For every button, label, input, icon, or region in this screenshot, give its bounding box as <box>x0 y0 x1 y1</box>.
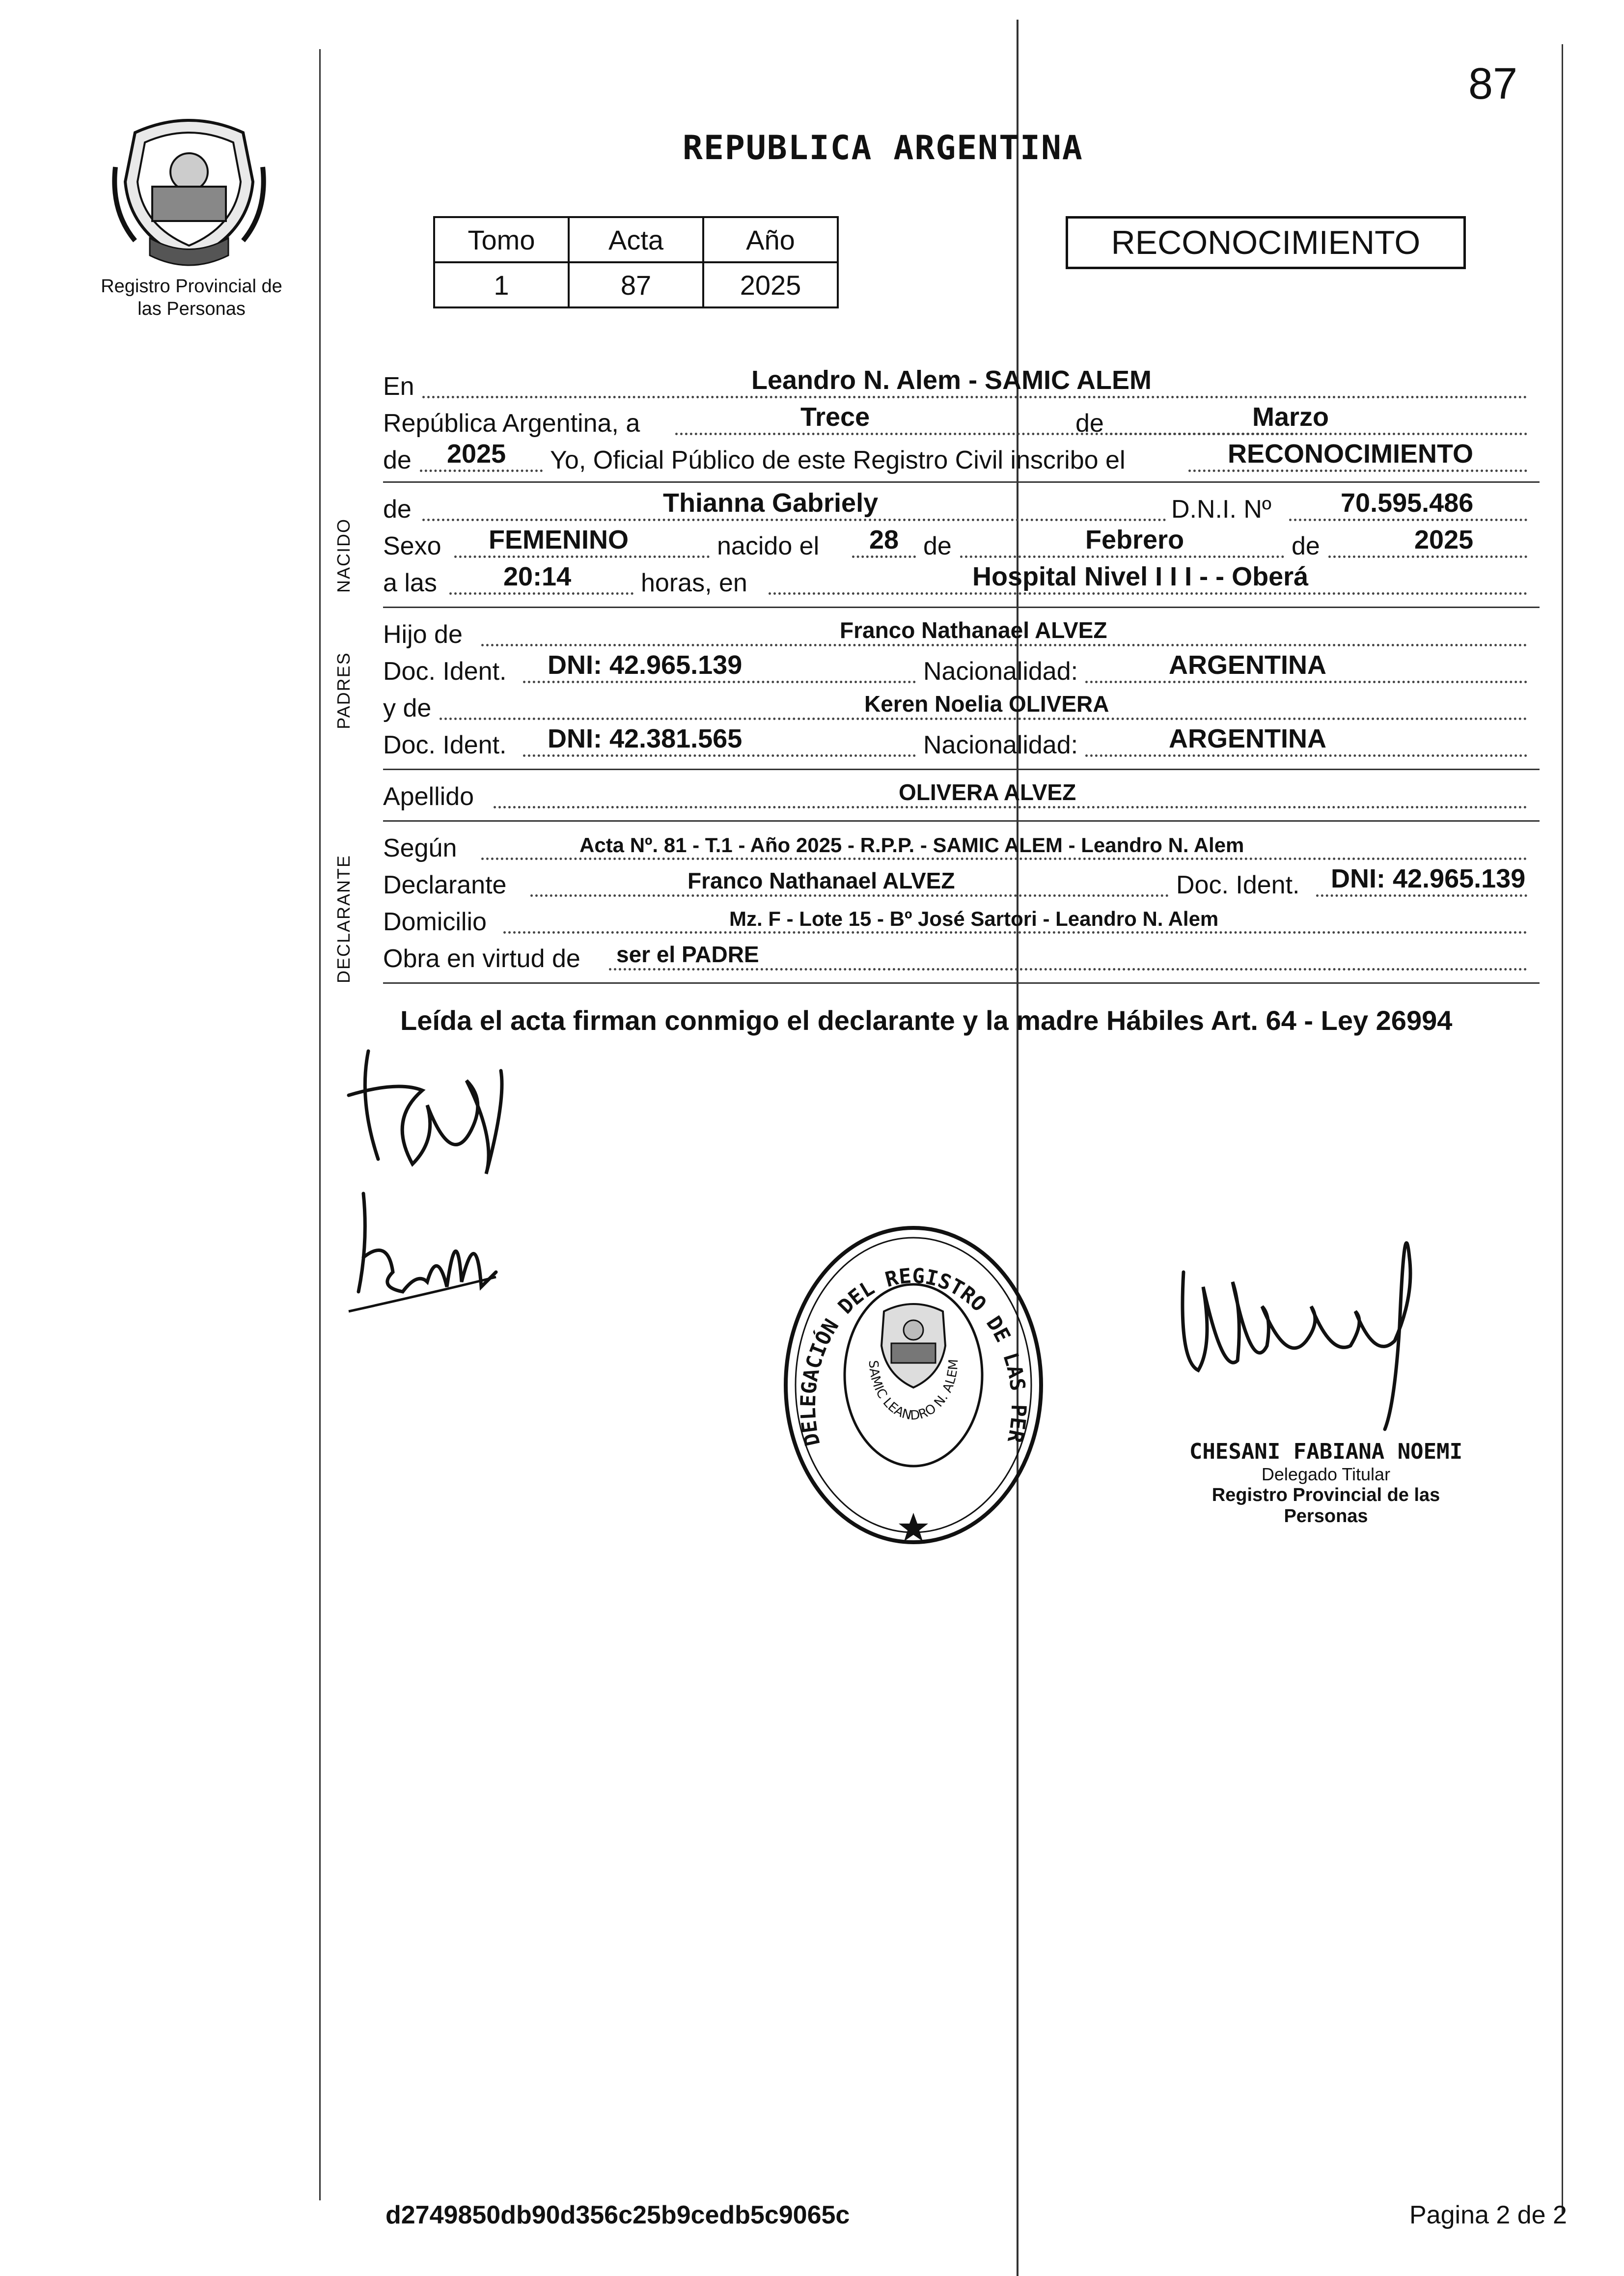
official-stamp <box>776 1218 1051 1564</box>
row-hora <box>383 562 1532 602</box>
doc3-value: DNI: 42.965.139 <box>1331 864 1526 893</box>
nac1-label: Nacionalidad: <box>923 657 1078 686</box>
declarante-label: Declarante <box>383 871 507 899</box>
acto-value: RECONOCIMIENTO <box>1228 439 1474 469</box>
yde-label: y de <box>383 694 432 722</box>
doc1-label: Doc. Ident. <box>383 657 507 686</box>
hijo-label: Hijo de <box>383 620 463 649</box>
row-obra <box>383 943 1532 977</box>
republica-label: República Argentina, a <box>383 409 640 438</box>
nac-de-label: de <box>923 532 952 560</box>
nombre-label: de <box>383 495 412 524</box>
doc3-label: Doc. Ident. <box>1176 871 1300 899</box>
en-value: Leandro N. Alem - SAMIC ALEM <box>751 365 1152 395</box>
stamp-inner-text: SAMIC LEANDRO N. ALEM <box>865 1359 962 1423</box>
domicilio-label: Domicilio <box>383 908 487 936</box>
row-anio <box>383 439 1532 479</box>
provincial-seal-logo <box>106 113 273 270</box>
nac-dia-value: 28 <box>869 525 899 555</box>
doc2-value: DNI: 42.381.565 <box>548 724 743 753</box>
dni-value: 70.595.486 <box>1341 488 1474 518</box>
nac-mes-value: Febrero <box>1085 525 1184 555</box>
madre-value: Keren Noelia OLIVERA <box>864 691 1109 717</box>
nac2-value: ARGENTINA <box>1169 724 1326 753</box>
row-doc-madre <box>383 724 1532 764</box>
row-declarante <box>383 864 1532 904</box>
signature-madre <box>339 1174 525 1324</box>
center-fold-line <box>1017 20 1018 2276</box>
header-tomo: Tomo <box>434 217 569 262</box>
row-nombre <box>383 488 1532 528</box>
header-anio: Año <box>703 217 838 262</box>
left-margin-line <box>319 49 321 2200</box>
section-nacido-label: NACIDO <box>333 518 354 593</box>
document-hash: d2749850db90d356c25b9cedb5c9065c <box>385 2201 850 2229</box>
nac2-label: Nacionalidad: <box>923 731 1078 759</box>
page-number: 87 <box>1468 59 1518 109</box>
signature-declarante <box>339 1041 525 1191</box>
horas-label: horas, en <box>641 569 747 597</box>
sexo-label: Sexo <box>383 532 441 560</box>
padre-value: Franco Nathanael ALVEZ <box>840 617 1107 643</box>
document-title: REPUBLICA ARGENTINA <box>683 129 1083 167</box>
dia-value: Trece <box>800 402 870 432</box>
stamp-outer-text: DELEGACIÓN DEL REGISTRO DE LAS PER <box>796 1263 1031 1448</box>
closing-text: Leída el acta firman conmigo el declarante y la madre Hábiles Art. 64 - Ley 26994 <box>400 1005 1453 1036</box>
row-madre <box>383 693 1532 727</box>
official-caption <box>1169 1439 1483 1527</box>
obra-value: ser el PADRE <box>616 942 759 967</box>
row-sexo <box>383 525 1532 565</box>
document-type-box: RECONOCIMIENTO <box>1066 216 1466 269</box>
lugar-value: Hospital Nivel I I I - - Oberá <box>972 562 1309 591</box>
signature-official <box>1169 1198 1483 1437</box>
doc2-label: Doc. Ident. <box>383 731 507 759</box>
doc1-value: DNI: 42.965.139 <box>548 650 743 680</box>
obra-label: Obra en virtud de <box>383 944 580 973</box>
alas-label: a las <box>383 569 437 597</box>
official-role: Delegado Titular <box>1261 1464 1391 1484</box>
domicilio-value: Mz. F - Lote 15 - Bº José Sartori - Leandro N. Alem <box>729 907 1219 930</box>
page-label: Pagina 2 de 2 <box>1409 2201 1567 2229</box>
hora-value: 20:14 <box>503 562 572 591</box>
mes-value: Marzo <box>1252 402 1329 432</box>
value-acta: 87 <box>569 262 703 307</box>
declarante-value: Franco Nathanael ALVEZ <box>688 868 955 893</box>
row-en <box>383 365 1532 405</box>
value-tomo: 1 <box>434 262 569 307</box>
row-padre <box>383 619 1532 653</box>
right-margin-line <box>1562 44 1563 2215</box>
sexo-value: FEMENINO <box>489 525 629 555</box>
de-label: de <box>1075 409 1104 438</box>
segun-label: Según <box>383 834 457 862</box>
anio-prefix: de <box>383 446 412 474</box>
row-domicilio <box>383 906 1532 941</box>
value-anio: 2025 <box>703 262 838 307</box>
header-acta: Acta <box>569 217 703 262</box>
anio-value: 2025 <box>447 439 506 469</box>
nacido-label: nacido el <box>717 532 820 560</box>
apellido-value: OLIVERA ALVEZ <box>899 779 1076 805</box>
official-name: CHESANI FABIANA NOEMI <box>1189 1439 1463 1464</box>
nombre-value: Thianna Gabriely <box>663 488 879 518</box>
section-declarante-label: DECLARANTE <box>333 854 354 984</box>
nac-de2-label: de <box>1292 532 1320 560</box>
section-padres-label: PADRES <box>333 652 354 729</box>
row-apellido <box>383 781 1532 815</box>
en-label: En <box>383 372 414 401</box>
nac1-value: ARGENTINA <box>1169 650 1326 680</box>
official-org: Registro Provincial de las Personas <box>1211 1485 1440 1527</box>
row-doc-padre <box>383 650 1532 690</box>
record-table <box>433 216 839 308</box>
oficial-text: Yo, Oficial Público de este Registro Civil inscribo el <box>550 446 1126 474</box>
row-segun <box>383 833 1532 867</box>
org-caption: Registro Provincial de las Personas <box>101 276 282 319</box>
nac-anio-value: 2025 <box>1414 525 1474 555</box>
apellido-label: Apellido <box>383 782 474 811</box>
row-republica <box>383 402 1532 442</box>
segun-value: Acta Nº. 81 - T.1 - Año 2025 - R.P.P. - SAMIC ALEM - Leandro N. Alem <box>579 833 1244 857</box>
dni-label: D.N.I. Nº <box>1171 495 1271 524</box>
